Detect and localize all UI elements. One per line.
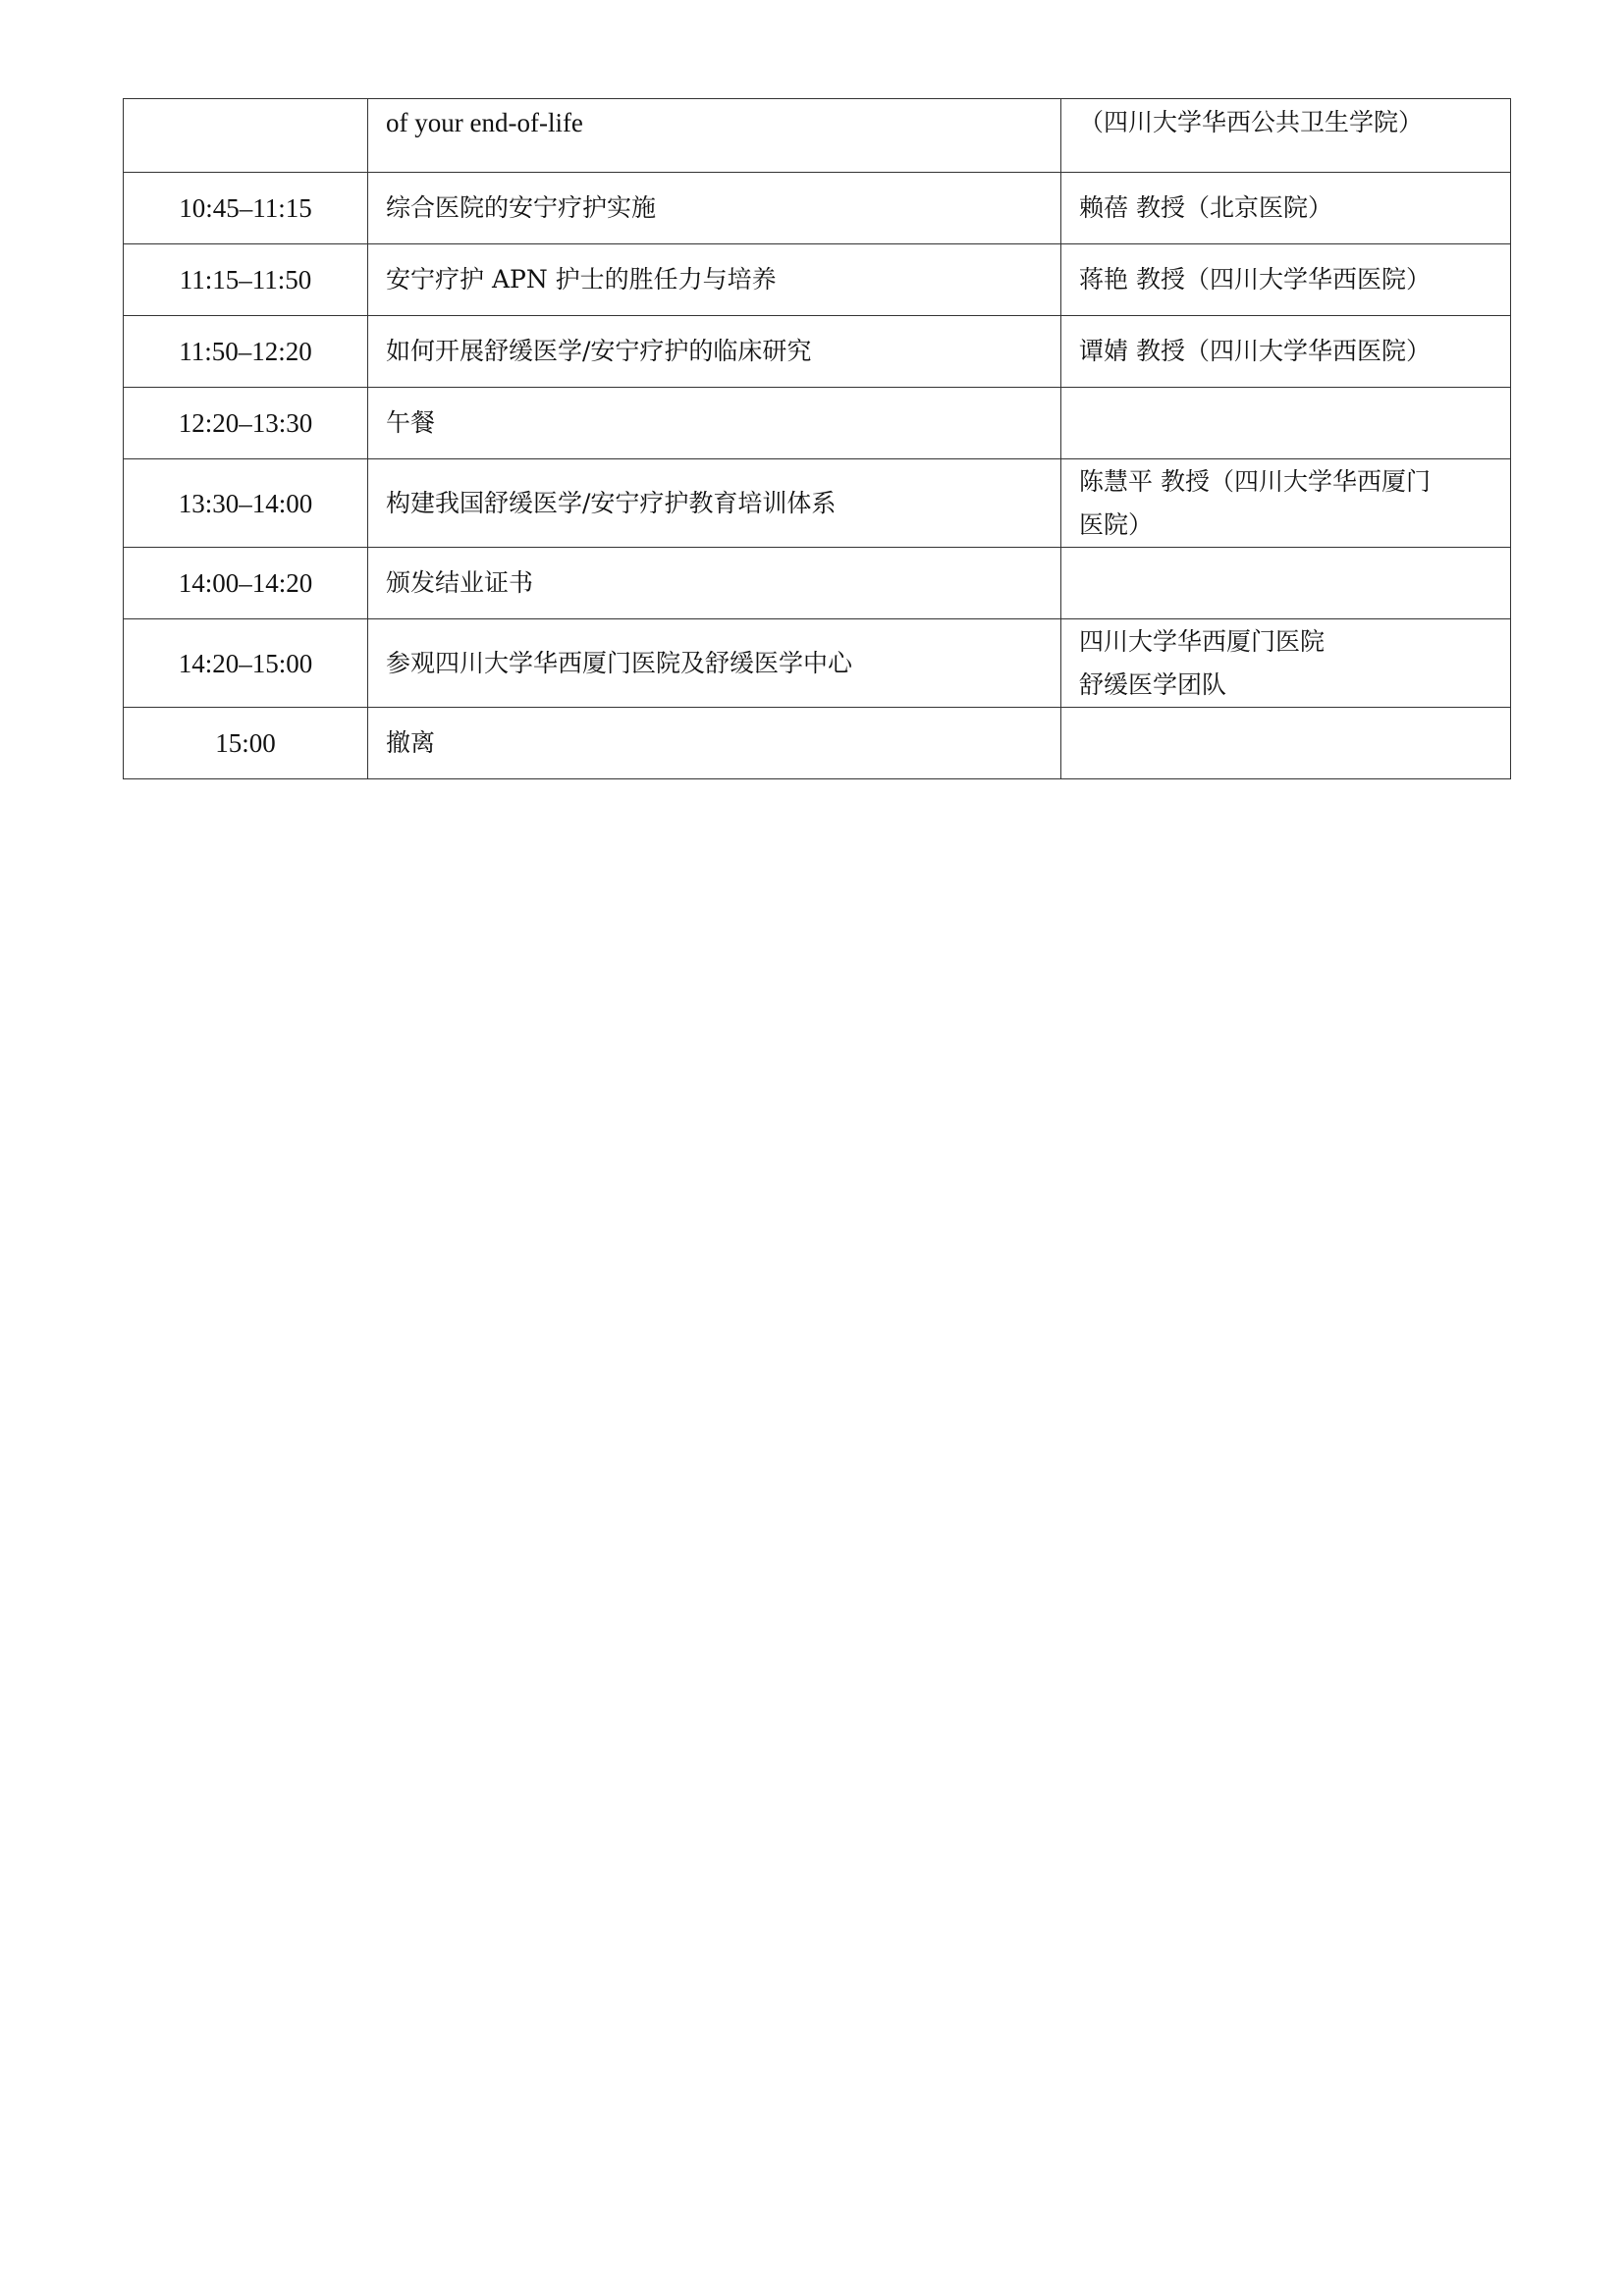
- table-row: [124, 459, 1511, 548]
- table-row: [124, 619, 1511, 708]
- topic-cell: 午餐: [368, 388, 1061, 459]
- table-row: [124, 548, 1511, 619]
- time-cell: 15:00: [124, 708, 368, 779]
- time-cell: 13:30–14:00: [124, 459, 368, 548]
- table-row: [124, 99, 1511, 173]
- topic-cell: 综合医院的安宁疗护实施: [368, 173, 1061, 244]
- topic-cell: 撤离: [368, 708, 1061, 779]
- topic-cell: 颁发结业证书: [368, 548, 1061, 619]
- topic-cell: 构建我国舒缓医学/安宁疗护教育培训体系: [368, 459, 1061, 548]
- time-cell: 11:50–12:20: [124, 316, 368, 388]
- topic-cell: 如何开展舒缓医学/安宁疗护的临床研究: [368, 316, 1061, 388]
- topic-cell: 安宁疗护 APN 护士的胜任力与培养: [368, 244, 1061, 316]
- time-cell: 14:20–15:00: [124, 619, 368, 708]
- speaker-line: 舒缓医学团队: [1079, 669, 1227, 699]
- time-cell: 10:45–11:15: [124, 173, 368, 244]
- speaker-cell: [1061, 316, 1511, 388]
- speaker-line: 蒋艳 教授（四川大学华西医院）: [1079, 265, 1431, 294]
- schedule-table: [123, 98, 1511, 779]
- speaker-cell: [1061, 708, 1511, 779]
- speaker-line: 陈慧平 教授（四川大学华西厦门: [1079, 466, 1431, 496]
- speaker-cell: [1061, 173, 1511, 244]
- speaker-line: 谭婧 教授（四川大学华西医院）: [1079, 337, 1431, 365]
- table-row: [124, 244, 1511, 316]
- time-cell: 12:20–13:30: [124, 388, 368, 459]
- table-row: [124, 708, 1511, 779]
- speaker-line: 赖蓓 教授（北京医院）: [1079, 193, 1332, 222]
- speaker-line: 四川大学华西厦门医院: [1079, 626, 1326, 656]
- time-cell: [124, 99, 368, 173]
- speaker-cell: [1061, 244, 1511, 316]
- speaker-cell: [1061, 388, 1511, 459]
- speaker-line: （四川大学华西公共卫生学院）: [1079, 108, 1424, 136]
- topic-cell: [368, 99, 1061, 173]
- topic-cell: 参观四川大学华西厦门医院及舒缓医学中心: [368, 619, 1061, 708]
- table-row: [124, 173, 1511, 244]
- speaker-line: 医院）: [1079, 509, 1154, 539]
- table-row: [124, 388, 1511, 459]
- topic-text: of your end-of-life: [386, 108, 583, 137]
- speaker-cell: [1061, 619, 1511, 708]
- speaker-cell: [1061, 548, 1511, 619]
- time-cell: 11:15–11:50: [124, 244, 368, 316]
- time-cell: 14:00–14:20: [124, 548, 368, 619]
- table-row: [124, 316, 1511, 388]
- speaker-cell: [1061, 459, 1511, 548]
- speaker-cell: [1061, 99, 1511, 173]
